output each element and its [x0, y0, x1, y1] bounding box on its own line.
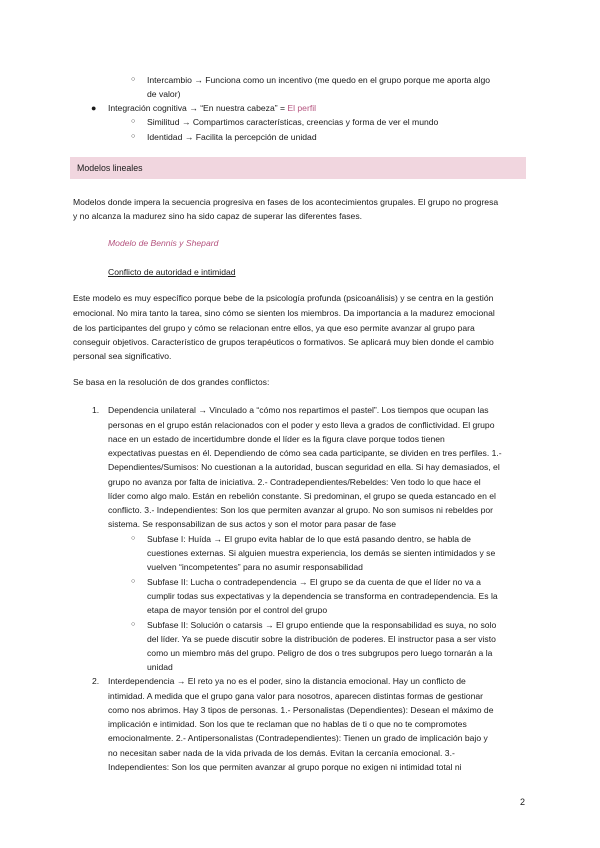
item1-line: conflicto. 3.- Independientes: Son los que permiten avanzar al grupo. No son sumisos ni rebeldes por [108, 505, 494, 515]
item1-line: sistema. Se responsabilizan de sus actos y son el motor para pasar de fase [108, 519, 397, 529]
subphase-line: como un miembro más del grupo. Peligro de dos o tres subgrupos pero luego tornarán a la [147, 648, 493, 658]
item2-line: intimidad. A medida que el grupo gana valor para nosotros, aparecen distintas formas de gestionar [108, 691, 484, 701]
item2-line: Independientes: Son los que permiten avanzar al grupo porque no exigen ni intimidad total ni [108, 762, 462, 772]
item2-line: no necesitan saber nada de la vida privada de los demás. Evitan la cercanía emocional. 3.- [108, 748, 455, 758]
paragraph-line: personal sea significativo. [73, 351, 172, 361]
subphase-line: vuelven “incompetentes” para no asumir responsabilidad [147, 562, 363, 572]
paragraph-line: emocional. No mira tanto la tarea, sino cómo se sienten los miembros. Da importancia a la madurez emocional [73, 308, 495, 318]
solid-bullet-icon: ● [91, 103, 97, 113]
item2-line: implicación e intimidad. Son los que te reclaman que no hablas de ti o que no te compromotes [108, 719, 467, 729]
hollow-bullet-icon: ○ [131, 76, 136, 83]
subphase-line: Subfase II: Lucha o contradependencia → El grupo se da cuenta de que el líder no va a [147, 577, 481, 587]
item2-line: Interdependencia → El reto ya no es el poder, sino la distancia emocional. Hay un conflicto de [108, 676, 466, 686]
subphase-line: del líder. Ya se puede discutir sobre la distribución de poderes. El instructor pasa a ser visto [147, 634, 496, 644]
section-heading: Modelos lineales [77, 163, 143, 173]
subphase-line: cumplir todas sus expectativas y la dependencia se transforma en contradependencia. Es la [147, 591, 498, 601]
conflict-title: Conflicto de autoridad e intimidad [108, 267, 236, 277]
list-number: 2. [92, 676, 100, 686]
section-heading-band [70, 157, 526, 179]
paragraph-2: Se basa en la resolución de dos grandes conflictos: [73, 377, 270, 387]
item2-line: emocionalmente. 2.- Antipersonalistas (Contradependientes): Tienen un grado de implicación bajo y [108, 733, 488, 743]
subphase-line: etapa de mayor tensión por el control del grupo [147, 605, 328, 615]
list-item-intercambio-cont: de valor) [147, 89, 181, 99]
list-number: 1. [92, 405, 100, 415]
paragraph-line: Este modelo es muy específico porque bebe de la psicología profunda (psicoanálisis) y se centra en la gestión [73, 293, 494, 303]
hollow-bullet-icon: ○ [131, 578, 136, 585]
page-number: 2 [520, 797, 526, 807]
item1-line: Dependientes/Sumisos: No cuestionan a la autoridad, buscan seguridad en ella. Si hay demasiados, el [108, 462, 500, 472]
list-item-identidad: Identidad → Facilita la percepción de unidad [147, 132, 317, 142]
list-item-intercambio: Intercambio → Funciona como un incentivo (me quedo en el grupo porque me aporta algo [147, 75, 490, 85]
hollow-bullet-icon: ○ [131, 621, 136, 628]
paragraph-line: conseguir objetivos. Característico de grupos terapéuticos o formativos. Se aplicará muy bien donde el cambio [73, 337, 494, 347]
hollow-bullet-icon: ○ [131, 118, 136, 125]
item2-line: como nos abrimos. Hay 3 tipos de personas. 1.- Personalistas (Dependientes): Desean el máximo de [108, 705, 494, 715]
list-item-similitud: Similitud → Compartimos características, creencias y forma de ver el mundo [147, 117, 439, 127]
hollow-bullet-icon: ○ [131, 535, 136, 542]
subphase-line: Subfase II: Solución o catarsis → El grupo entiende que la responsabilidad es suya, no solo [147, 620, 497, 630]
item1-line: expectativas puestas en él. Dependiendo de cómo sea cada participante, se dividen en tres perfiles. 1.- [108, 448, 502, 458]
intro-line: Modelos donde impera la secuencia progresiva en fases de los acontecimientos grupales. El grupo no progresa [73, 197, 499, 207]
integracion-text: Integración cognitiva → “En nuestra cabeza” = [108, 103, 288, 113]
item1-line: personas en el grupo están relacionados con el poder y esto lleva a grados de conflictividad. El grupo [108, 420, 495, 430]
hollow-bullet-icon: ○ [131, 133, 136, 140]
subphase-line: unidad [147, 662, 173, 672]
item1-line: Dependencia unilateral → Vinculado a “cómo nos repartimos el pastel”. Los tiempos que ocupan las [108, 405, 489, 415]
subphase-line: cuestiones externas. Si alguien muestra experiencia, los demás se sienten intimidados y se [147, 548, 496, 558]
model-title: Modelo de Bennis y Shepard [108, 238, 219, 248]
subphase-line: Subfase I: Huída → El grupo evita hablar de lo que está pasando dentro, se habla de [147, 534, 471, 544]
item1-line: grupo no avanza por falta de iniciativa. 2.- Contradependientes/Rebeldes: Ven todo lo que hace el [108, 477, 481, 487]
item1-line: nace en un estado de incertidumbre donde el líder es la figura clave porque todos tienen [108, 434, 445, 444]
perfil-highlight: El perfil [287, 103, 317, 113]
intro-line: y no alcanza la madurez sino ha sido capaz de superar las diferentes fases. [73, 211, 363, 221]
paragraph-line: de los participantes del grupo y cómo se relacionan entre ellos, ya que eso permite avanzar al grupo para [73, 323, 475, 333]
item1-line: líder como algo malo. Están en rebelión constante. Si predominan, el grupo se queda estancado en el [108, 491, 496, 501]
